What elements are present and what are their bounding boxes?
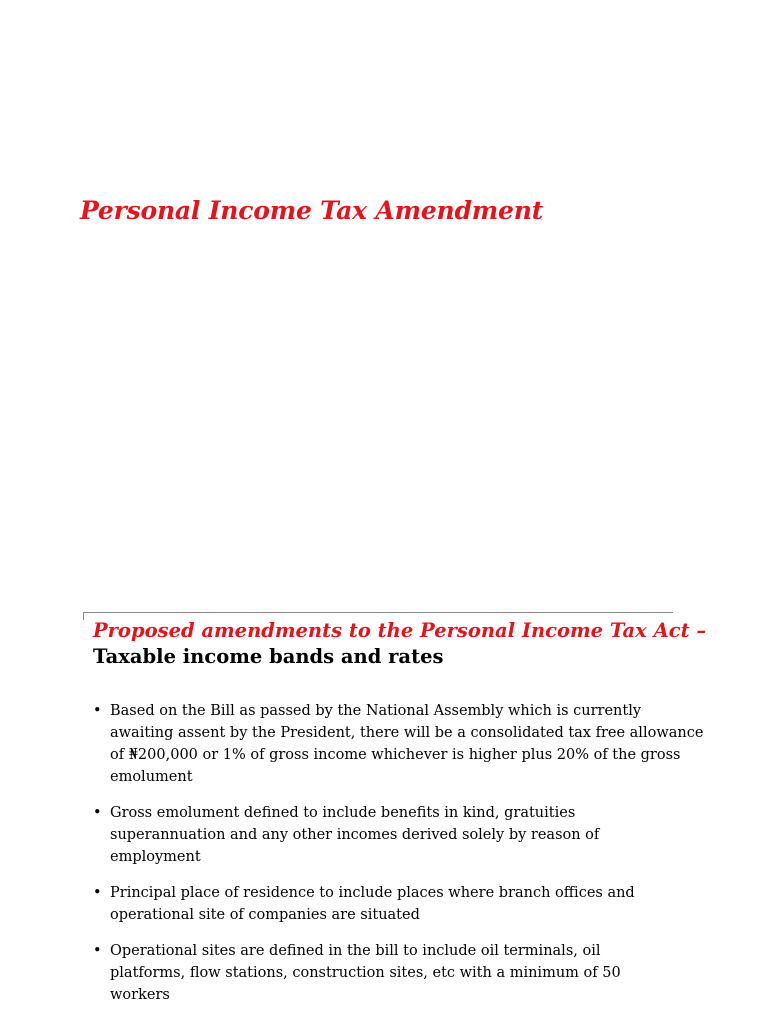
section-heading — [93, 618, 713, 670]
bullet-item — [93, 882, 710, 926]
bullet-text: Operational sites are defined in the bill to include oil terminals, oil platforms, flow stations, construction sites, etc with a minimum of 50 workers — [110, 943, 621, 1003]
bullet-list — [93, 700, 713, 1006]
bullet-text: Gross emolument defined to include benefits in kind, gratuities superannuation and any other incomes derived solely by reason of employment — [110, 805, 600, 865]
bullet-item — [93, 940, 670, 1006]
bullet-text: Principal place of residence to include places where branch offices and operational site of companies are situated — [110, 885, 635, 923]
bullet-item — [93, 802, 670, 868]
section-divider — [83, 612, 673, 613]
slide-title: Personal Income Tax Amendment — [80, 196, 544, 225]
bullet-dot: • — [93, 703, 102, 719]
heading-black-part: Taxable income bands and rates — [93, 645, 444, 668]
heading-red-part: Proposed amendments to the Personal Income Tax Act – — [93, 619, 707, 642]
divider-tick — [83, 612, 84, 620]
bullet-item — [93, 700, 706, 788]
bullet-dot: • — [93, 885, 102, 901]
bullet-dot: • — [93, 805, 102, 821]
bullet-text: Based on the Bill as passed by the National Assembly which is currently awaiting assent by the President, there will be a consolidated tax free allowance of ₦200,000 or 1% of gross income whichever is higher plus 20% of the gross emolument — [110, 703, 704, 785]
bullet-dot: • — [93, 943, 102, 959]
